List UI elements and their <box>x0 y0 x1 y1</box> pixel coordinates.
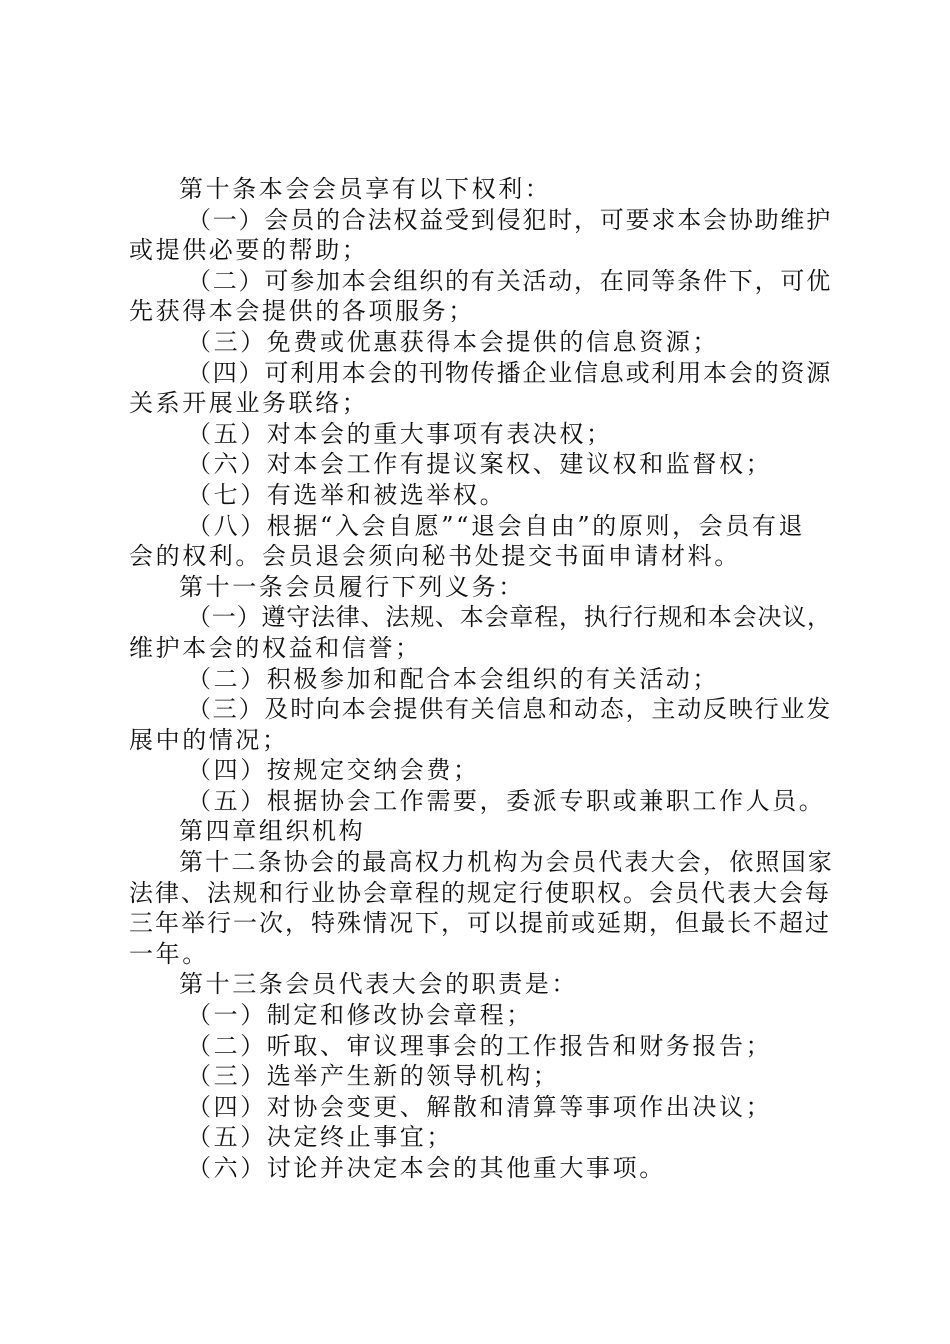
article-11-item-2: （二）积极参加和配合本会组织的有关活动； <box>187 664 719 693</box>
article-10-item-2: （二）可参加本会组织的有关活动，在同等条件下，可优 <box>187 266 832 295</box>
article-13-item-1: （一）制定和修改协会章程； <box>187 1001 533 1030</box>
article-10-item-4-cont: 关系开展业务联络； <box>129 389 369 418</box>
article-10-item-2-cont: 先获得本会提供的各项服务； <box>129 297 475 326</box>
document-body <box>129 174 835 1184</box>
article-11-item-1-cont: 维护本会的权益和信誉； <box>129 633 422 662</box>
article-12-text-cont-1: 法律、法规和行业协会章程的规定行使职权。会员代表大会每 <box>129 878 831 907</box>
article-13-item-6: （六）讨论并决定本会的其他重大事项。 <box>187 1154 666 1182</box>
article-11-item-4: （四）按规定交纳会费； <box>187 756 480 785</box>
article-10-item-1-cont: 或提供必要的帮助； <box>129 236 369 265</box>
article-11-item-3: （三）及时向本会提供有关信息和动态，主动反映行业发 <box>187 695 832 724</box>
article-13-item-2: （二）听取、审议理事会的工作报告和财务报告； <box>187 1031 773 1060</box>
article-10-item-7: （七）有选举和被选举权。 <box>187 480 507 509</box>
chapter-4-heading: 第四章组织机构 <box>179 817 366 846</box>
article-10-item-3: （三）免费或优惠获得本会提供的信息资源； <box>187 327 719 356</box>
article-10-item-4: （四）可利用本会的刊物传播企业信息或利用本会的资源 <box>187 358 832 387</box>
article-13-item-3: （三）选举产生新的领导机构； <box>187 1062 560 1091</box>
article-10-item-1: （一）会员的合法权益受到侵犯时，可要求本会协助维护 <box>187 205 832 234</box>
article-12-text-cont-2: 三年举行一次，特殊情况下，可以提前或延期，但最长不超过 <box>129 909 831 938</box>
article-13-item-5: （五）决定终止事宜； <box>187 1123 453 1152</box>
article-13-item-4: （四）对协会变更、解散和清算等事项作出决议； <box>187 1092 773 1121</box>
article-11-item-1: （一）遵守法律、法规、本会章程，执行行规和本会决议， <box>187 603 832 632</box>
article-11-item-3-cont: 展中的情况； <box>129 725 289 754</box>
article-12-text: 第十二条协会的最高权力机构为会员代表大会，依照国家 <box>179 848 834 877</box>
article-11-heading: 第十一条会员履行下列义务： <box>179 572 525 601</box>
article-10-heading: 第十条本会会员享有以下权利： <box>179 175 552 203</box>
article-12-text-cont-3: 一年。 <box>129 939 209 968</box>
article-10-item-8-cont: 会的权利。会员退会须向秘书处提交书面申请材料。 <box>129 542 741 571</box>
article-13-heading: 第十三条会员代表大会的职责是： <box>179 970 578 999</box>
article-11-item-5: （五）根据协会工作需要，委派专职或兼职工作人员。 <box>187 786 826 815</box>
article-10-item-5: （五）对本会的重大事项有表决权； <box>187 419 613 448</box>
article-10-item-6: （六）对本会工作有提议案权、建议权和监督权； <box>187 450 773 479</box>
article-10-item-8: （八）根据“入会自愿”“退会自由”的原则，会员有退 <box>187 511 806 540</box>
